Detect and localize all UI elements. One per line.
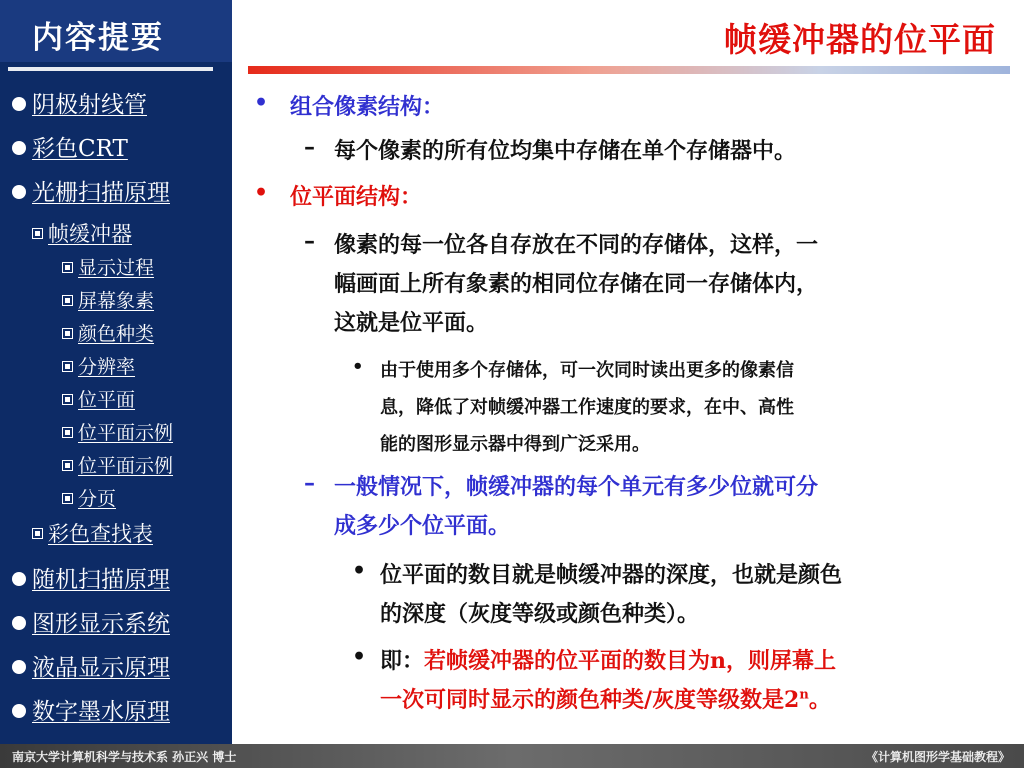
dash-marker: – bbox=[304, 470, 315, 496]
sidebar-title: 内容提要 bbox=[32, 20, 164, 56]
bullet-icon bbox=[12, 572, 26, 586]
bullet-dot: • bbox=[352, 644, 367, 670]
sidebar-item-frame-buffer[interactable] bbox=[32, 218, 132, 248]
square-bullet-icon bbox=[62, 394, 73, 405]
square-bullet-icon bbox=[62, 295, 73, 306]
sidebar-item-bit-plane-example-2[interactable] bbox=[62, 451, 173, 478]
bullet-combined-pixel: 组合像素结构： bbox=[290, 94, 445, 120]
sidebar-item-color-lookup[interactable] bbox=[32, 518, 153, 548]
bullet-dot: • bbox=[254, 90, 269, 116]
sidebar-item-paging[interactable] bbox=[62, 484, 116, 511]
sidebar-item-label: 分辨率 bbox=[78, 356, 136, 378]
formula-line2 bbox=[380, 683, 831, 714]
square-bullet-icon bbox=[62, 493, 73, 504]
formula-prefix: 即： bbox=[380, 648, 425, 674]
sidebar-item-random-scan[interactable] bbox=[12, 561, 170, 594]
sidebar-item-label: 液晶显示原理 bbox=[32, 655, 170, 681]
sidebar-item-label: 位平面 bbox=[78, 389, 136, 411]
sidebar-item-display-process[interactable] bbox=[62, 253, 154, 280]
bullet-dot: • bbox=[352, 356, 364, 377]
square-bullet-icon bbox=[32, 228, 43, 239]
depth-line2: 的深度（灰度等级或颜色种类）。 bbox=[380, 601, 700, 627]
bit-plane-desc-line2: 幅画面上所有象素的相同位存储在同一存储体内， bbox=[334, 271, 819, 297]
bullet-icon bbox=[12, 97, 26, 111]
square-bullet-icon bbox=[62, 328, 73, 339]
formula-line1 bbox=[380, 644, 836, 675]
formula-end: 。 bbox=[808, 687, 831, 713]
sidebar-item-color-types[interactable] bbox=[62, 319, 154, 346]
sidebar-item-label: 彩色查找表 bbox=[48, 522, 153, 546]
sidebar-item-label: 位平面示例 bbox=[78, 455, 174, 477]
footer-book: 《计算机图形学基础教程》 bbox=[865, 750, 1010, 764]
depth-line1: 位平面的数目就是帧缓冲器的深度，也就是颜色 bbox=[380, 562, 843, 588]
sidebar-item-label: 数字墨水原理 bbox=[32, 699, 170, 725]
general-case-line1: 一般情况下，帧缓冲器的每个单元有多少位就可分 bbox=[334, 474, 819, 500]
sidebar-item-label: 随机扫描原理 bbox=[32, 567, 170, 593]
square-bullet-icon bbox=[62, 262, 73, 273]
sidebar-item-resolution[interactable] bbox=[62, 352, 135, 379]
sidebar-divider bbox=[8, 67, 213, 71]
bullet-icon bbox=[12, 704, 26, 718]
sub-combined-pixel: 每个像素的所有位均集中存储在单个存储器中。 bbox=[334, 138, 797, 164]
sidebar-item-bit-plane-example-1[interactable] bbox=[62, 418, 173, 445]
sidebar-item-label: 屏幕象素 bbox=[78, 290, 155, 312]
bullet-bit-plane: 位平面结构： bbox=[290, 184, 423, 210]
general-case-line2: 成多少个位平面。 bbox=[334, 513, 511, 539]
sidebar-item-screen-pixel[interactable] bbox=[62, 286, 154, 313]
footer-author: 南京大学计算机科学与技术系 孙正兴 博士 bbox=[12, 750, 237, 764]
bit-plane-desc-line3: 这就是位平面。 bbox=[334, 310, 489, 336]
sidebar-item-raster-scan[interactable] bbox=[12, 174, 170, 207]
title-gradient-bar bbox=[248, 66, 1010, 74]
bit-plane-benefit-line3: 能的图形显示器中得到广泛采用。 bbox=[380, 434, 650, 455]
sidebar-item-label: 分页 bbox=[78, 488, 117, 510]
sidebar-item-label: 颜色种类 bbox=[78, 323, 155, 345]
sidebar-item-label: 帧缓冲器 bbox=[48, 222, 132, 246]
bullet-dot: • bbox=[352, 558, 367, 584]
square-bullet-icon bbox=[62, 460, 73, 471]
sidebar-item-label: 彩色CRT bbox=[32, 136, 128, 162]
sidebar-item-graphics-system[interactable] bbox=[12, 605, 170, 638]
page-title: 帧缓冲器的位平面 bbox=[724, 20, 996, 59]
bit-plane-benefit-line1: 由于使用多个存储体，可一次同时读出更多的像素信 bbox=[380, 360, 794, 381]
sidebar-item-bit-plane[interactable] bbox=[62, 385, 135, 412]
sidebar-item-label: 位平面示例 bbox=[78, 422, 174, 444]
bit-plane-benefit-line2: 息，降低了对帧缓冲器工作速度的要求，在中、高性 bbox=[380, 397, 794, 418]
square-bullet-icon bbox=[62, 361, 73, 372]
sidebar-item-label: 阴极射线管 bbox=[32, 92, 147, 118]
dash-marker: – bbox=[304, 134, 315, 160]
square-bullet-icon bbox=[32, 528, 43, 539]
bullet-dot: • bbox=[254, 180, 269, 206]
sidebar-item-label: 图形显示系统 bbox=[32, 611, 170, 637]
bullet-icon bbox=[12, 185, 26, 199]
footer-bar bbox=[0, 744, 1024, 768]
bullet-icon bbox=[12, 660, 26, 674]
bullet-icon bbox=[12, 141, 26, 155]
sidebar-title-box bbox=[0, 0, 232, 62]
bullet-icon bbox=[12, 616, 26, 630]
bit-plane-desc-line1: 像素的每一位各自存放在不同的存储体，这样，一 bbox=[334, 232, 819, 258]
sidebar-item-lcd[interactable] bbox=[12, 649, 170, 682]
sidebar-item-digital-ink[interactable] bbox=[12, 693, 170, 726]
dash-marker: – bbox=[304, 228, 315, 254]
sidebar-item-crt-tube[interactable] bbox=[12, 86, 147, 119]
sidebar-item-label: 显示过程 bbox=[78, 257, 155, 279]
sidebar bbox=[0, 0, 232, 744]
formula-exponent: n bbox=[799, 687, 809, 703]
sidebar-item-color-crt[interactable] bbox=[12, 130, 128, 163]
square-bullet-icon bbox=[62, 427, 73, 438]
sidebar-item-label: 光栅扫描原理 bbox=[32, 180, 170, 206]
formula-text-2: 一次可同时显示的颜色种类/灰度等级数是2 bbox=[380, 687, 800, 713]
formula-text-1: 若帧缓冲器的位平面的数目为n，则屏幕上 bbox=[424, 648, 837, 674]
